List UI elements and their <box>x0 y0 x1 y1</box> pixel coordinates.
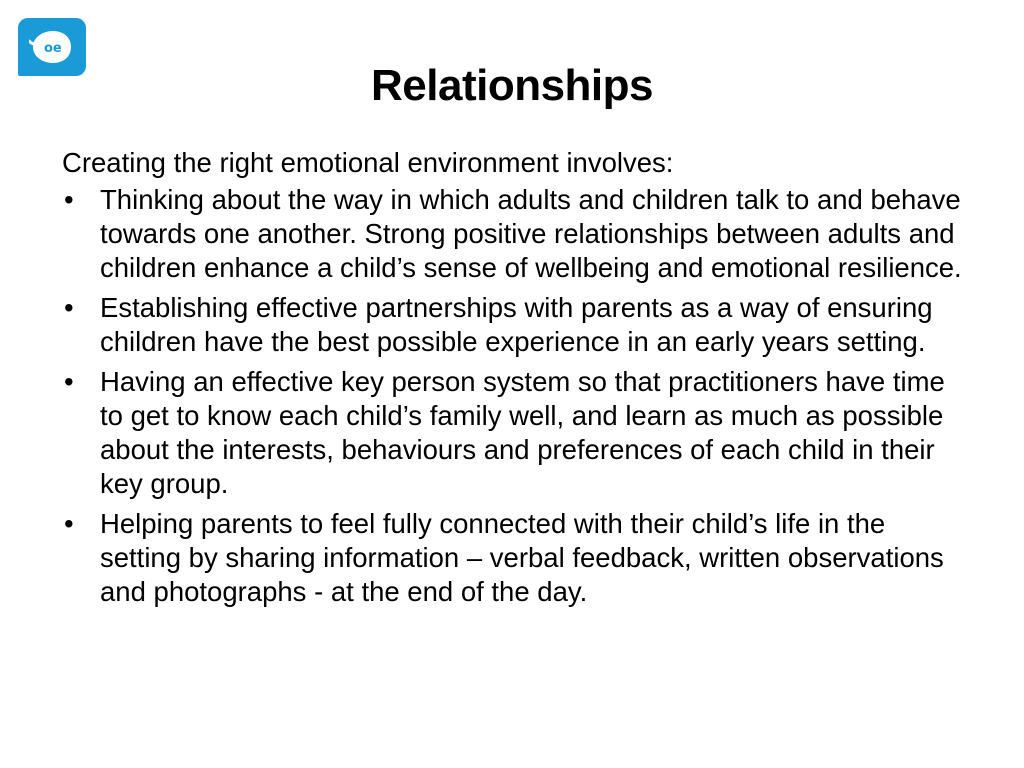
bullet-glyph: • <box>64 508 74 539</box>
bullet-list <box>62 183 972 609</box>
bullet-item <box>62 365 972 501</box>
bullet-text: Helping parents to feel fully connected with their child’s life in the setting by sharing information – verbal feedback, written observations and photographs - at the end of the day. <box>100 508 944 607</box>
bullet-glyph: • <box>64 366 74 397</box>
bullet-item <box>62 507 972 609</box>
bullet-glyph: • <box>64 184 74 215</box>
slide-body <box>62 146 972 615</box>
bullet-text: Thinking about the way in which adults and children talk to and behave towards one another. Strong positive relationships between adults and children enhance a child’s sense of wellbeing and emotional resilience. <box>100 184 962 283</box>
logo-text: oe <box>44 41 62 56</box>
bullet-glyph: • <box>64 292 74 323</box>
slide-title: Relationships <box>371 61 653 110</box>
bullet-item <box>62 291 972 359</box>
intro-text: Creating the right emotional environment involves: <box>62 147 674 178</box>
bullet-text: Establishing effective partnerships with parents as a way of ensuring children have the best possible experience in an early years setting. <box>100 292 933 357</box>
bullet-item <box>62 183 972 285</box>
bullet-text: Having an effective key person system so that practitioners have time to get to know each child’s family well, and learn as much as possible about the interests, behaviours and preferences of each child in their key group. <box>100 366 945 499</box>
